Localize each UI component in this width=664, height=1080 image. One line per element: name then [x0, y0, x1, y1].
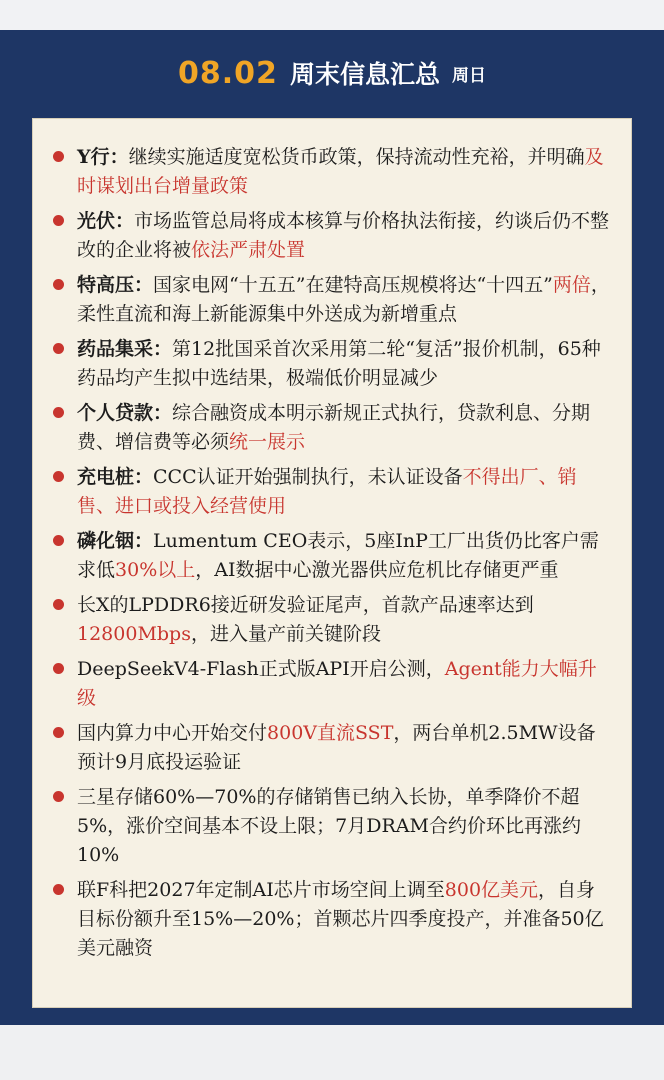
- bullet-dot-icon: [53, 471, 64, 482]
- news-item: [53, 783, 611, 870]
- news-item-label: 个人贷款：: [77, 402, 173, 424]
- news-item: [53, 143, 611, 201]
- news-item-text: 市场监管总局将成本核算与价格执法衔接，约谈后仍不整改的企业将被: [77, 210, 610, 261]
- news-item-text: ，进入量产前关键阶段: [190, 623, 381, 645]
- news-item-highlight: 800V直流SST: [267, 722, 394, 744]
- bullet-dot-icon: [53, 727, 64, 738]
- news-item-highlight: 统一展示: [229, 431, 306, 453]
- news-item: [53, 399, 611, 457]
- news-item-label: 充电桩：: [77, 466, 154, 488]
- bullet-dot-icon: [53, 151, 64, 162]
- news-item-text: ，柔性直流和海上新能源集中外送成为新增重点: [77, 274, 610, 325]
- news-item-label: 磷化铟：: [77, 530, 154, 552]
- news-item-label: 光伏：: [77, 210, 135, 232]
- bullet-dot-icon: [53, 407, 64, 418]
- news-panel: [32, 118, 632, 1008]
- news-item-text: 国家电网“十五五”在建特高压规模将达“十四五”: [153, 274, 553, 296]
- bullet-dot-icon: [53, 884, 64, 895]
- news-item-text: Lumentum CEO表示，5座InP工厂出货仍比客户需求低: [77, 530, 599, 581]
- news-item-text: DeepSeekV4-Flash正式版API开启公测，: [77, 658, 445, 680]
- poster-header: [0, 30, 664, 116]
- bullet-dot-icon: [53, 599, 64, 610]
- bullet-dot-icon: [53, 535, 64, 546]
- news-item-highlight: 及时谋划出台增量政策: [77, 146, 604, 197]
- news-item-text: 继续实施适度宽松货币政策，保持流动性充裕，并明确: [128, 146, 585, 168]
- header-date: 08.02: [178, 55, 278, 91]
- news-item-label: 药品集采：: [77, 338, 173, 360]
- news-item: [53, 527, 611, 585]
- news-item: [53, 876, 611, 963]
- news-item-text: ，AI数据中心激光器供应危机比存储更严重: [195, 559, 559, 581]
- footer-strip: [0, 1025, 664, 1080]
- news-item: [53, 655, 611, 713]
- news-item-highlight: 800亿美元: [444, 879, 539, 901]
- news-item-text: 综合融资成本明示新规正式执行，贷款利息、分期费、增信费等必须: [77, 402, 591, 453]
- news-item-text: 联F科把2027年定制AI芯片市场空间上调至: [77, 879, 445, 901]
- news-item: [53, 719, 611, 777]
- news-item: [53, 591, 611, 649]
- news-item-text: ，两台单机2.5MW设备预计9月底投运验证: [77, 722, 596, 773]
- news-item: [53, 463, 611, 521]
- bullet-dot-icon: [53, 791, 64, 802]
- news-item: [53, 335, 611, 393]
- header-weekday: 周日: [451, 65, 486, 86]
- news-item-text: 第12批国采首次采用第二轮“复活”报价机制，65种药品均产生拟中选结果，极端低价明显减少: [77, 338, 601, 389]
- news-item-text: ，自身目标份额升至15%—20%；首颗芯片四季度投产，并准备50亿美元融资: [77, 879, 604, 959]
- news-item-highlight: 不得出厂、销售、进口或投入经营使用: [77, 466, 577, 517]
- news-item-highlight: 两倍: [552, 274, 591, 296]
- news-item: [53, 271, 611, 329]
- header-title: 周末信息汇总: [289, 60, 440, 89]
- news-item-highlight: 依法严肃处置: [191, 239, 306, 261]
- news-item: [53, 207, 611, 265]
- news-item-text: 国内算力中心开始交付: [77, 722, 268, 744]
- bullet-dot-icon: [53, 663, 64, 674]
- bullet-dot-icon: [53, 343, 64, 354]
- news-item-label: Y行：: [77, 146, 129, 168]
- news-item-text: CCC认证开始强制执行，未认证设备: [153, 466, 463, 488]
- bullet-dot-icon: [53, 215, 64, 226]
- news-item-text: 三星存储60%—70%的存储销售已纳入长协，单季降价不超5%，涨价空间基本不设上限；7月DRAM合约价环比再涨约10%: [77, 786, 581, 866]
- news-item-text: 长X的LPDDR6接近研发验证尾声，首款产品速率达到: [77, 594, 534, 616]
- bullet-dot-icon: [53, 279, 64, 290]
- news-item-label: 特高压：: [77, 274, 154, 296]
- news-item-highlight: Agent能力大幅升级: [77, 658, 597, 709]
- news-item-highlight: 30%以上: [115, 559, 196, 581]
- news-item-highlight: 12800Mbps: [77, 623, 191, 645]
